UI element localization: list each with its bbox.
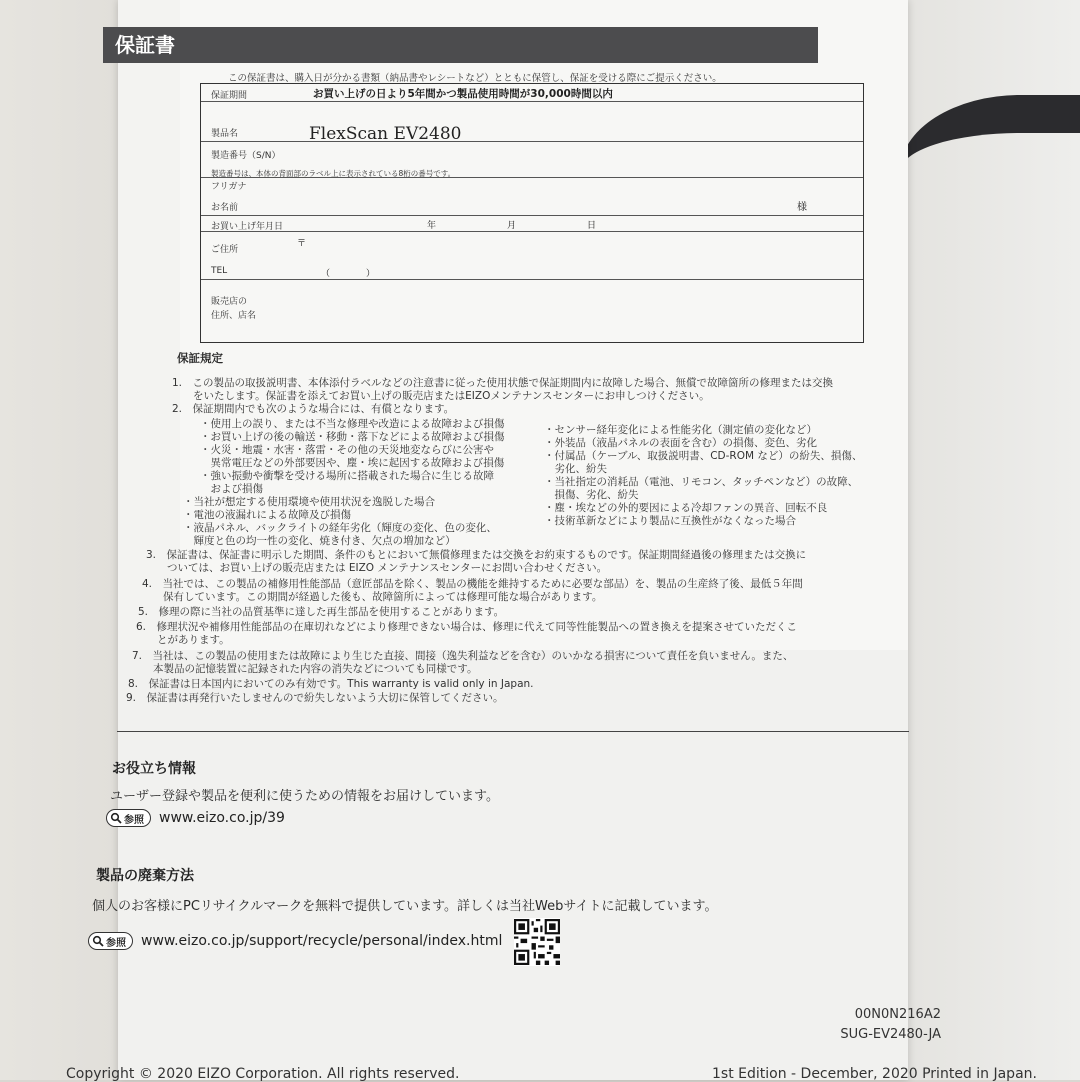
- rule-5: 5. 修理の際に当社の品質基準に達した再生部品を使用することがあります。: [138, 606, 505, 618]
- sub-right-3: ・付属品（ケーブル、取扱説明書、CD-ROM など）の紛失、損傷、: [544, 450, 863, 462]
- date-row: [201, 216, 863, 232]
- sub-left-10: 輝度と色の均一性の変化、焼き付き、欠点の増加など）: [183, 535, 456, 547]
- postal-mark: 〒: [297, 239, 307, 249]
- sub-left-6: および損傷: [200, 483, 263, 495]
- qr-code-icon: [514, 918, 560, 966]
- rule-8: 8. 保証書は日本国内においてのみ有効です。This warranty is valid only in Japan.: [128, 678, 534, 690]
- info-url[interactable]: www.eizo.co.jp/39: [159, 810, 285, 826]
- disposal-url[interactable]: www.eizo.co.jp/support/recycle/personal/index.html: [141, 933, 503, 949]
- shop-row: [201, 280, 863, 342]
- period-value: お買い上げの日より5年間かつ製品使用時間が30,000時間以内: [313, 88, 613, 100]
- info-title: お役立ち情報: [112, 761, 196, 777]
- sub-left-1: ・使用上の誤り、または不当な修理や改造による故障および損傷: [200, 418, 505, 430]
- rule-3b: ついては、お買い上げの販売店または EIZO メンテナンスセンターにお問い合わせください。: [146, 562, 608, 574]
- rule-7a: 7. 当社は、この製品の使用または故障により生じた直接、間接（逸失利益などを含む）のいかなる損害について責任を負いません。また、: [132, 650, 794, 662]
- name-label: お名前: [211, 203, 239, 213]
- tel-label: TEL: [211, 266, 228, 276]
- rule-1a: 1. この製品の取扱説明書、本体添付ラベルなどの注意書に従った使用状態で保証期間内に故障した場合、無償で故障箇所の修理または交換: [172, 377, 834, 389]
- product-label: 製品名: [211, 129, 239, 139]
- magnifier-icon: [92, 935, 104, 947]
- sub-right-5: ・当社指定の消耗品（電池、リモコン、タッチペンなど）の故障、: [544, 476, 859, 488]
- tel-row: [201, 262, 863, 280]
- info-reference: [106, 809, 285, 827]
- name-suffix: 様: [797, 202, 807, 213]
- shop-label-1: 販売店の: [211, 297, 248, 307]
- sub-right-4: 劣化、紛失: [544, 463, 607, 475]
- sub-left-5: ・強い振動や衝撃を受ける場所に搭載された場合に生じる故障: [200, 470, 494, 482]
- sub-left-9: ・液晶パネル、バックライトの経年劣化（輝度の変化、色の変化、: [183, 522, 497, 534]
- sub-left-3: ・火災・地震・水害・落雷・その他の天災地変ならびに公害や: [200, 444, 494, 456]
- rule-4b: 保有しています。この期間が経過した後も、故障箇所によっては修理可能な場合があります。: [142, 591, 603, 603]
- furigana-label: フリガナ: [211, 182, 247, 192]
- rule-6a: 6. 修理状況や補修用性能部品の在庫切れなどにより修理できない場合は、修理に代えて同等性能製品への置き換えを提案させていただくこ: [136, 621, 798, 633]
- sub-right-2: ・外装品（液晶パネルの表面を含む）の損傷、変色、劣化: [544, 437, 817, 449]
- address-label: ご住所: [211, 245, 239, 255]
- tel-paren: （ ）: [321, 269, 376, 279]
- date-month: 月: [507, 221, 517, 231]
- magnifier-icon: [110, 812, 122, 824]
- date-day: 日: [587, 221, 597, 231]
- sub-right-8: ・技術革新などにより製品に互換性がなくなった場合: [544, 515, 796, 527]
- rule-4a: 4. 当社では、この製品の補修用性能部品（意匠部品を除く、製品の機能を維持するために必要な部品）を、製品の生産終了後、最低５年間: [142, 578, 803, 590]
- intro-text: この保証書は、購入日が分かる書類（納品書やレシートなど）とともに保管し、保証を受ける際にご提示ください。: [228, 73, 722, 84]
- reference-label: 参照: [124, 814, 144, 826]
- disposal-text: 個人のお客様にPCリサイクルマークを無料で提供しています。詳しくは当社Webサイトに記載しています。: [92, 899, 718, 914]
- sub-left-8: ・電池の液漏れによる故障及び損傷: [183, 509, 351, 521]
- rule-1b: をいたします。保証書を添えてお買い上げの販売店またはEIZOメンテナンスセンターにお申しつけください。: [172, 390, 710, 402]
- product-value: FlexScan EV2480: [309, 124, 462, 144]
- rule-2: 2. 保証期間内でも次のような場合には、有償となります。: [172, 403, 455, 415]
- edition: 1st Edition - December, 2020 Printed in Japan.: [712, 1066, 1037, 1082]
- doc-code-1: 00N0N216A2: [854, 1007, 941, 1022]
- warranty-form: [200, 83, 864, 343]
- reference-label: 参照: [106, 937, 126, 949]
- address-row: [201, 232, 863, 262]
- sub-left-2: ・お買い上げの後の輸送・移動・落下などによる故障および損傷: [200, 431, 505, 443]
- shop-label-2: 住所、店名: [211, 311, 257, 321]
- rule-9: 9. 保証書は再発行いたしませんので紛失しないよう大切に保管してください。: [126, 692, 504, 704]
- reference-badge: [106, 809, 151, 827]
- period-label: 保証期間: [211, 91, 248, 101]
- sub-left-4: 異常電圧などの外部要因や、塵・埃に起因する故障および損傷: [200, 457, 505, 469]
- serial-note: 製造番号は、本体の背面部のラベル上に表示されている8桁の番号です。: [211, 169, 456, 178]
- period-row: [201, 84, 863, 102]
- rule-7b: 本製品の記憶装置に記録された内容の消失などについても同様です。: [132, 663, 478, 675]
- name-row: [201, 178, 863, 216]
- sheet-bottom: [118, 650, 908, 1080]
- disposal-reference: [88, 932, 502, 950]
- rule-3a: 3. 保証書は、保証書に明示した期間、条件のもとにおいて無償修理または交換をお約束するものです。保証期間経過後の修理または交換に: [146, 549, 807, 561]
- rule-6b: とがあります。: [136, 634, 230, 646]
- page-title: 保証書: [103, 27, 818, 63]
- rules-title: 保証規定: [177, 351, 223, 365]
- product-row: [201, 102, 863, 142]
- sub-right-7: ・塵・埃などの外的要因による冷却ファンの異音、回転不良: [544, 502, 828, 514]
- section-divider: [117, 731, 909, 732]
- sub-left-7: ・当社が想定する使用環境や使用状況を逸脱した場合: [183, 496, 435, 508]
- copyright: Copyright © 2020 EIZO Corporation. All rights reserved.: [66, 1066, 460, 1082]
- date-year: 年: [427, 221, 437, 231]
- doc-code-2: SUG-EV2480-JA: [840, 1027, 941, 1042]
- disposal-title: 製品の廃棄方法: [96, 868, 194, 884]
- info-text: ユーザー登録や製品を便利に使うための情報をお届けしています。: [110, 789, 499, 804]
- sub-right-1: ・センサー経年変化による性能劣化（測定値の変化など）: [544, 424, 817, 436]
- date-label: お買い上げ年月日: [211, 222, 284, 232]
- reference-badge: [88, 932, 133, 950]
- sub-right-6: 損傷、劣化、紛失: [544, 489, 639, 501]
- serial-row: [201, 142, 863, 178]
- serial-label: 製造番号（S/N）: [211, 151, 281, 161]
